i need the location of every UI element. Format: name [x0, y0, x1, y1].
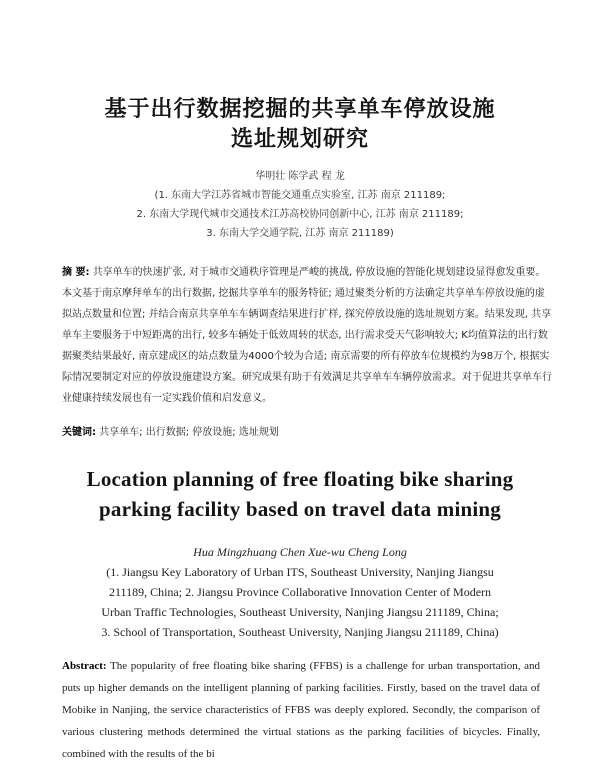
en-affiliation-1: (1. Jiangsu Key Laboratory of Urban ITS, Southeast University, Nanjing Jiangsu — [106, 565, 494, 579]
en-abstract-text: The popularity of free floating bike sharing (FFBS) is a challenge for urban transportation, and puts up higher demands on the intelligent planning of parking facilities. Firstly, based on the travel data of Mobike in Nanjing, the service characteristics of FFBS was deeply explored. Secondly, the comparison of various clustering methods determined the virtual stations as the parking facilities of bicycles. Finally, combined with the results of the bi — [62, 660, 540, 760]
cn-title-line2: 选址规划研究 — [230, 127, 369, 152]
en-title-line2: parking facility based on travel data mining — [99, 497, 501, 521]
cn-abstract-text: 共享单车的快速扩张, 对于城市交通秩序管理是严峻的挑战, 停放设施的智能化规划建设显得愈发重要。本文基于南京摩拜单车的出行数据, 挖掘共享单车的服务特征; 通过聚类分析的方法确定共享单车停放设施的虚拟站点数量和位置; 并结合南京共享单车车辆调查结果进行扩样, 探究停放设施的选址规划方案。结果发现, 共享单车主要服务于中短距离的出行, 较多车辆处于低效周转的状态, 出行需求受天气影响较大; K均值算法的出行数据聚类结果最好, 南京建成区的站点数量为4000个较为合适; 南京需要的所有停放车位规模约为98万个, 根据实际情况要制定对应的停放设施建设方案。研究成果有助于有效满足共享单车车辆停放需求。对于促进共享单车行业健康持续发展也有一定实践价值和启发意义。 — [62, 267, 552, 404]
cn-affiliation-2: 2. 东南大学现代城市交通技术江苏高校协同创新中心, 江苏 南京 211189; — [136, 209, 464, 220]
en-abstract-label: Abstract: — [62, 660, 107, 672]
cn-abstract-label: 摘 要: — [62, 267, 90, 278]
en-title-line1: Location planning of free floating bike sharing — [86, 467, 514, 491]
en-affiliation-3: Urban Traffic Technologies, Southeast University, Nanjing Jiangsu 211189, China; — [101, 605, 499, 619]
cn-title-line1: 基于出行数据挖掘的共享单车停放设施 — [104, 97, 496, 122]
en-authors: Hua Mingzhuang Chen Xue-wu Cheng Long — [193, 545, 407, 559]
cn-keywords-text: 共享单车; 出行数据; 停放设施; 选址规划 — [99, 427, 279, 438]
en-affiliation-2: 211189, China; 2. Jiangsu Province Collaborative Innovation Center of Modern — [108, 585, 492, 599]
cn-authors: 华明壮 陈学武 程 龙 — [255, 171, 345, 182]
cn-affiliation-3: 3. 东南大学交通学院, 江苏 南京 211189) — [206, 228, 394, 239]
cn-keywords — [62, 422, 552, 443]
en-abstract — [62, 655, 540, 765]
cn-abstract — [62, 262, 552, 409]
cn-keywords-label: 关键词: — [62, 427, 96, 438]
cn-affiliation-1: (1. 东南大学江苏省城市智能交通重点实验室, 江苏 南京 211189; — [154, 190, 446, 201]
en-affiliation-4: 3. School of Transportation, Southeast University, Nanjing Jiangsu 211189, China) — [101, 625, 499, 639]
